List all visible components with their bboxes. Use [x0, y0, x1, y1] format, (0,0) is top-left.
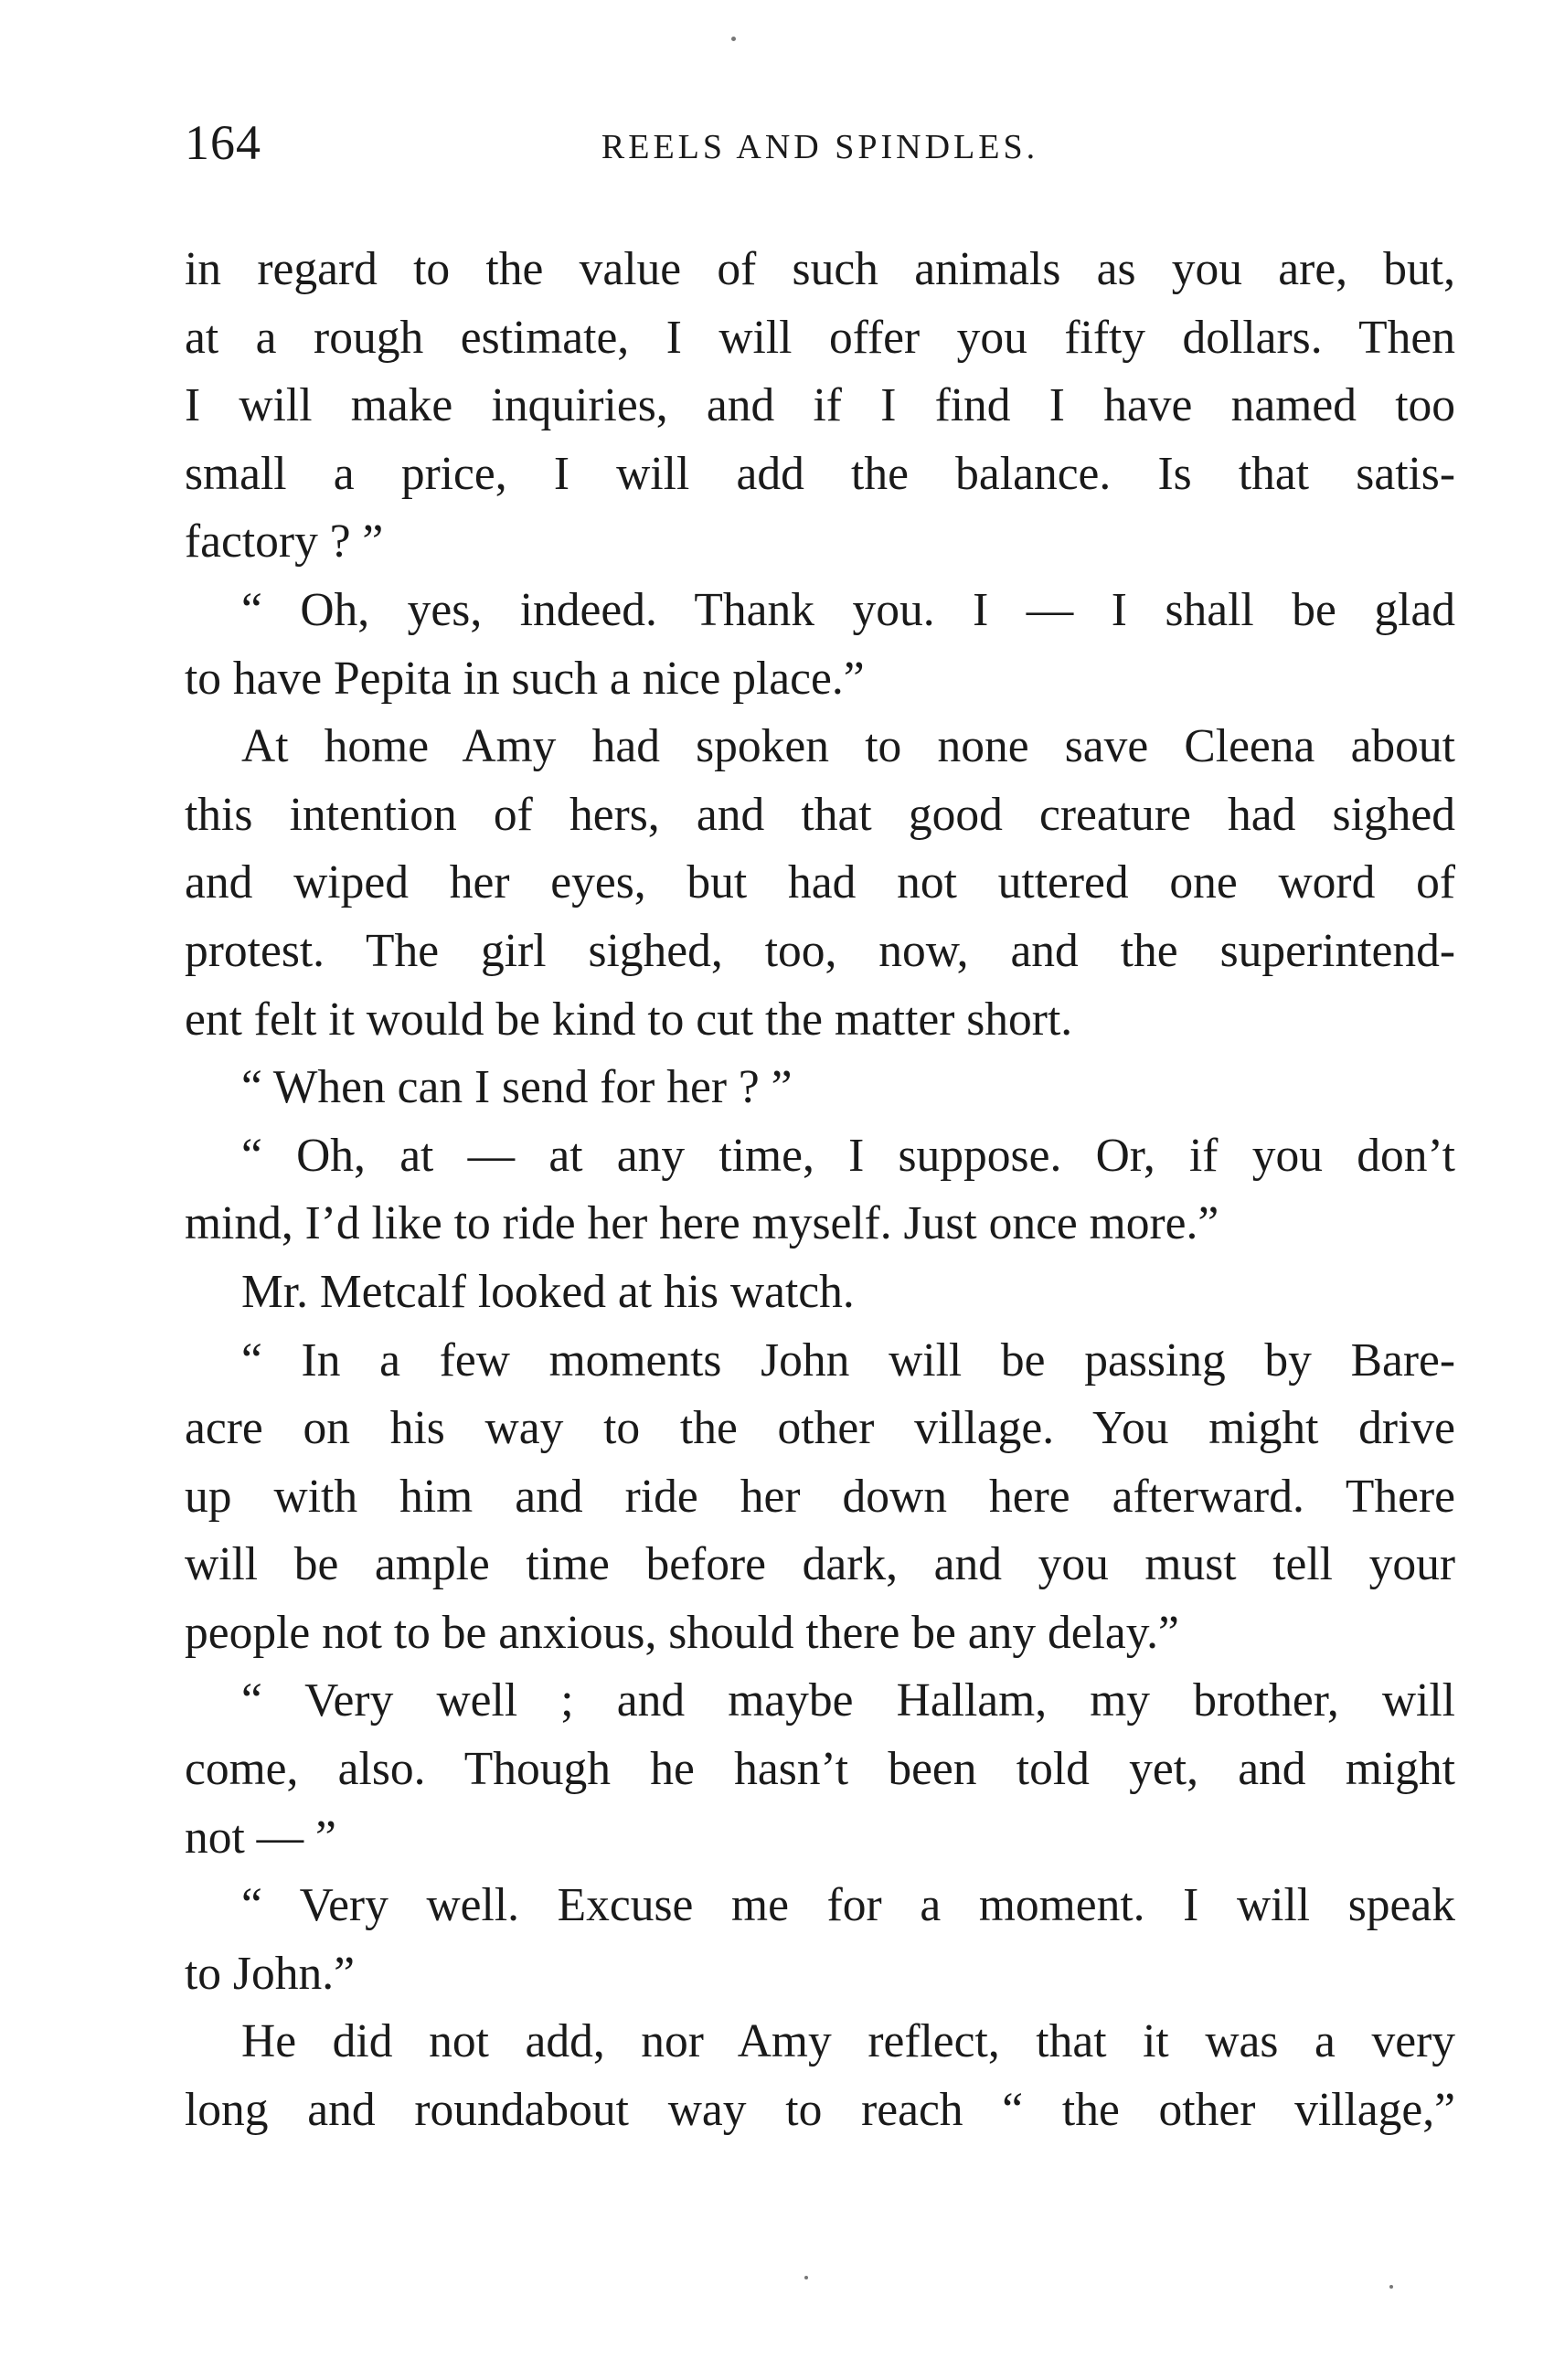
page-number: 164: [185, 115, 261, 170]
text-line: “ Very well ; and maybe Hallam, my brother, will: [241, 1674, 1455, 1727]
text-line: acre on his way to the other village. You might drive: [185, 1402, 1455, 1455]
text-line: “ In a few moments John will be passing by Bare-: [241, 1333, 1455, 1387]
text-line: this intention of hers, and that good creature had sighed: [185, 788, 1455, 841]
text-line: up with him and ride her down here afterward. There: [185, 1470, 1455, 1523]
page-header: [185, 114, 1455, 178]
running-title: REELS AND SPINDLES.: [601, 128, 1039, 166]
text-line: small a price, I will add the balance. Is that satis-: [185, 447, 1455, 500]
text-line: at a rough estimate, I will offer you fifty dollars. Then: [185, 311, 1455, 364]
text-line: “ Oh, yes, indeed. Thank you. I — I shall be glad: [241, 583, 1455, 636]
text-line: long and roundabout way to reach “ the other village,”: [185, 2084, 1455, 2137]
print-speck: [1389, 2285, 1393, 2289]
text-line: I will make inquiries, and if I find I have named too: [185, 379, 1455, 432]
text-line: to John.”: [185, 1947, 355, 2000]
text-line: “ When can I send for her ? ”: [241, 1061, 793, 1114]
text-line: come, also. Though he hasn’t been told yet, and might: [185, 1743, 1455, 1796]
text-line: not — ”: [185, 1811, 336, 1864]
text-line: “ Very well. Excuse me for a moment. I will speak: [241, 1879, 1455, 1932]
text-line: “ Oh, at — at any time, I suppose. Or, if you don’t: [241, 1129, 1455, 1182]
text-line: Mr. Metcalf looked at his watch.: [241, 1265, 855, 1318]
text-line: ent felt it would be kind to cut the matter short.: [185, 993, 1073, 1046]
text-line: people not to be anxious, should there be any delay.”: [185, 1606, 1179, 1659]
text-line: in regard to the value of such animals as you are, but,: [185, 243, 1455, 295]
print-speck: [731, 37, 736, 41]
text-line: At home Amy had spoken to none save Cleena about: [241, 720, 1455, 773]
text-line: protest. The girl sighed, too, now, and the superintend-: [185, 924, 1455, 977]
text-line: and wiped her eyes, but had not uttered one word of: [185, 856, 1455, 909]
text-line: factory ? ”: [185, 515, 384, 568]
body-text: [185, 236, 1455, 2210]
text-line: will be ample time before dark, and you must tell your: [185, 1538, 1455, 1591]
text-line: mind, I’d like to ride her here myself. Just once more.”: [185, 1197, 1219, 1250]
print-speck: [804, 2276, 808, 2279]
text-line: to have Pepita in such a nice place.”: [185, 652, 865, 705]
text-line: He did not add, nor Amy reflect, that it was a very: [241, 2015, 1455, 2068]
